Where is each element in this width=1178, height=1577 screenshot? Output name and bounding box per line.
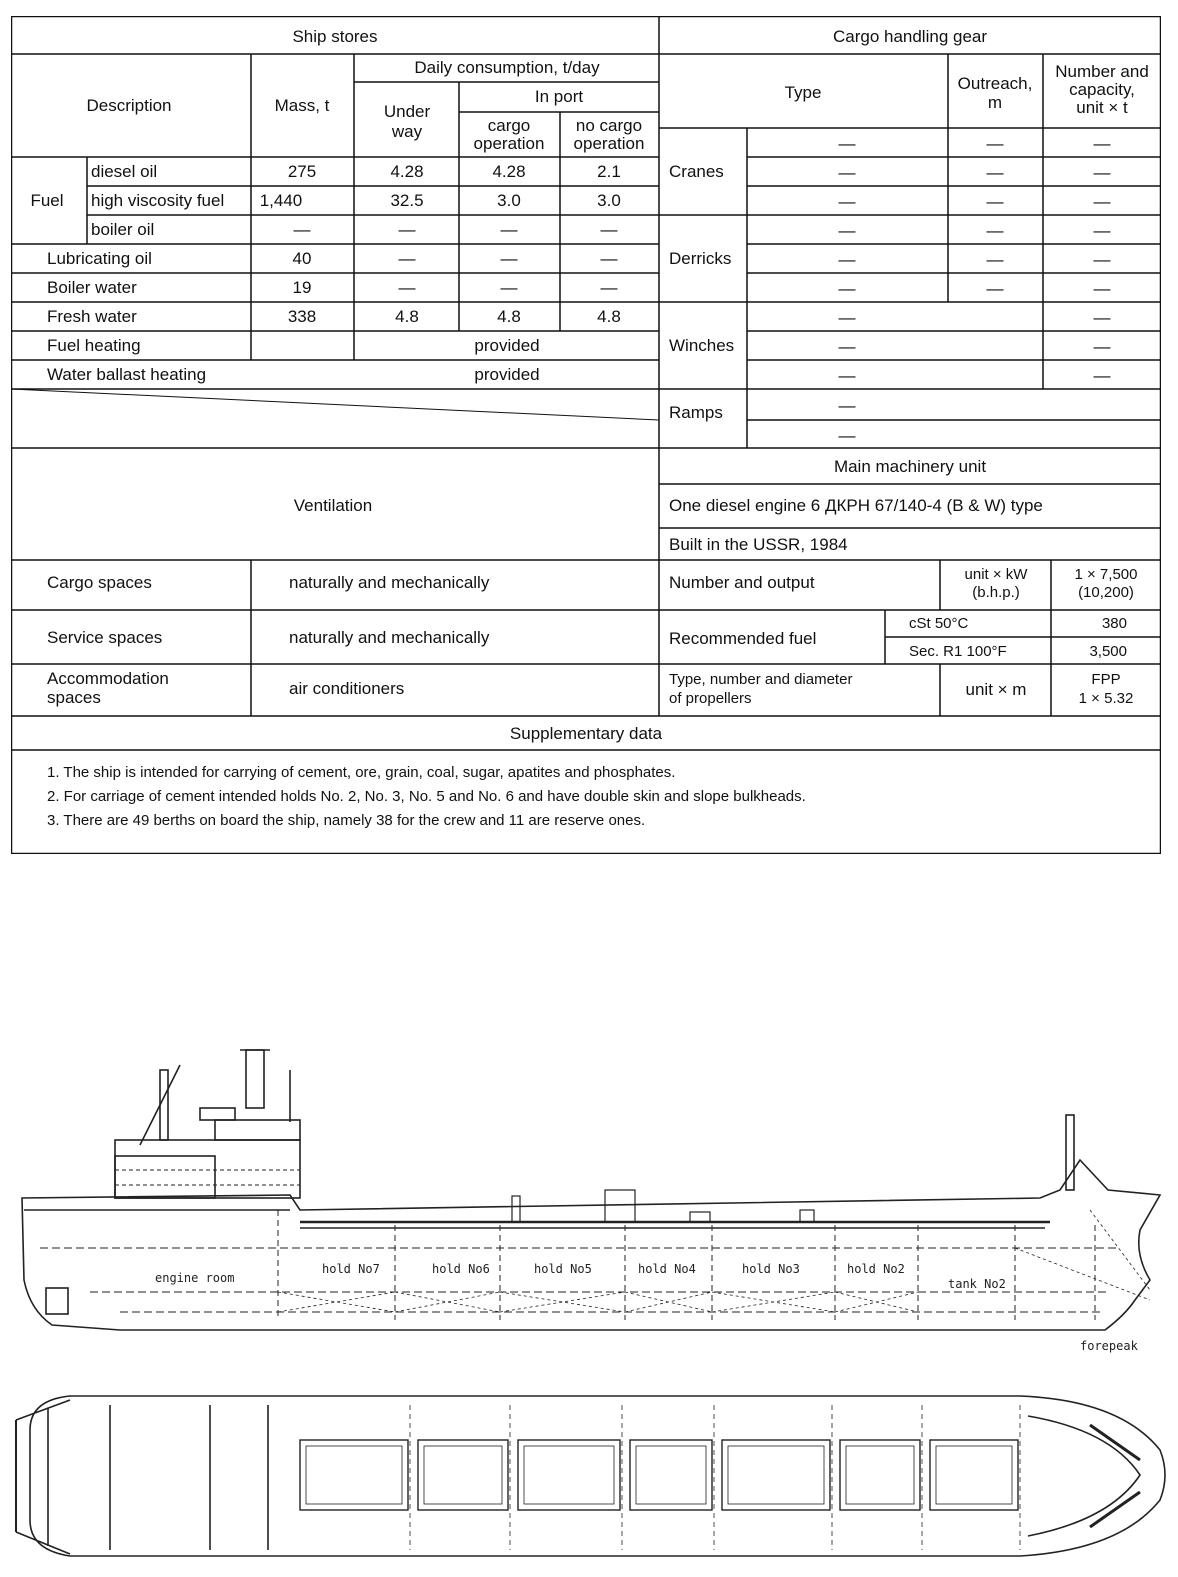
col-capacity-3: unit × t <box>1076 98 1128 117</box>
winches-label: Winches <box>669 336 735 355</box>
fuel-label: Fuel <box>30 191 64 210</box>
vent-space: spaces <box>47 688 101 707</box>
cargo-gear-title: Cargo handling gear <box>832 27 988 46</box>
derricks-label: Derricks <box>669 249 732 268</box>
fuel-heating-value: provided <box>474 336 540 355</box>
tank-label: tank No2 <box>948 1277 1006 1291</box>
ventilation-title: Ventilation <box>293 496 373 515</box>
svg-text:—: — <box>1093 163 1111 182</box>
hold-label: hold No4 <box>638 1262 696 1276</box>
unit-m: unit × m <box>965 680 1027 699</box>
hold-label: hold No6 <box>432 1262 490 1276</box>
output-value-1: 1 × 7,500 <box>1074 566 1138 583</box>
stores-row <box>47 307 621 326</box>
ballast-heating-label: Water ballast heating <box>47 365 207 384</box>
hold-label: hold No7 <box>322 1262 380 1276</box>
row-desc: boiler oil <box>91 220 155 239</box>
row-cargo: — <box>500 278 518 297</box>
svg-text:—: — <box>1093 221 1111 240</box>
row-nocargo: — <box>600 249 618 268</box>
row-nocargo: 2.1 <box>597 162 621 181</box>
svg-text:—: — <box>1093 134 1111 153</box>
row-nocargo: — <box>600 220 618 239</box>
svg-text:—: — <box>838 250 856 269</box>
unit-kw-2: (b.h.p.) <box>972 584 1020 601</box>
row-cargo: 4.28 <box>492 162 526 181</box>
svg-text:—: — <box>986 134 1004 153</box>
engine-room-label: engine room <box>155 1271 235 1285</box>
row-nocargo: — <box>600 278 618 297</box>
svg-text:—: — <box>1093 337 1111 356</box>
cst-value: 380 <box>1101 615 1127 632</box>
svg-text:—: — <box>838 163 856 182</box>
col-outreach-1: Outreach, <box>957 74 1033 93</box>
svg-text:—: — <box>838 279 856 298</box>
row-underway: 4.8 <box>395 307 419 326</box>
col-type: Type <box>784 83 822 102</box>
row-underway: — <box>398 278 416 297</box>
vent-space: Service spaces <box>47 628 163 647</box>
output-value-2: (10,200) <box>1078 584 1134 601</box>
number-output-label: Number and output <box>669 573 815 592</box>
row-mass: 338 <box>287 307 317 326</box>
svg-text:—: — <box>1093 366 1111 385</box>
row-desc: diesel oil <box>91 162 158 181</box>
col-nocargo-op-2: operation <box>573 134 645 153</box>
svg-text:—: — <box>838 192 856 211</box>
row-cargo: — <box>500 249 518 268</box>
hold-label: hold No5 <box>534 1262 592 1276</box>
built-text: Built in the USSR, 1984 <box>669 535 848 554</box>
ship-plan <box>16 1396 1165 1556</box>
hold-label: hold No3 <box>742 1262 800 1276</box>
sec-label: Sec. R1 100°F <box>909 643 1007 660</box>
svg-text:—: — <box>1093 250 1111 269</box>
col-underway-1: Under <box>383 102 431 121</box>
row-underway: 32.5 <box>390 191 424 210</box>
note-3: 3. There are 49 berths on board the ship, namely 38 for the crew and 11 are reserve ones. <box>47 812 646 829</box>
vent-space: Accommodation <box>47 669 169 688</box>
svg-text:—: — <box>1093 192 1111 211</box>
svg-text:—: — <box>838 426 856 445</box>
stores-row <box>91 162 621 181</box>
svg-text:—: — <box>838 221 856 240</box>
col-nocargo-op-1: no cargo <box>575 116 643 135</box>
specification-table <box>11 16 1161 854</box>
col-cargo-op-1: cargo <box>487 116 531 135</box>
cranes-label: Cranes <box>669 162 724 181</box>
row-mass: 1,440 <box>259 191 303 210</box>
unit-kw-1: unit × kW <box>964 566 1028 583</box>
row-desc: Fresh water <box>47 307 137 326</box>
row-nocargo: 3.0 <box>597 191 621 210</box>
col-outreach-2: m <box>987 93 1003 112</box>
ship-drawings <box>0 860 1178 1572</box>
recommended-fuel-label: Recommended fuel <box>669 629 817 648</box>
row-cargo: — <box>500 220 518 239</box>
col-capacity-1: Number and <box>1055 62 1149 81</box>
propeller-value-2: 1 × 5.32 <box>1078 690 1134 707</box>
row-cargo: 4.8 <box>497 307 521 326</box>
ballast-heating-value: provided <box>474 365 540 384</box>
col-capacity-2: capacity, <box>1069 80 1135 99</box>
row-underway: 4.28 <box>390 162 424 181</box>
row-desc: Lubricating oil <box>47 249 152 268</box>
col-description: Description <box>86 96 172 115</box>
engine-text: One diesel engine 6 ДКРН 67/140-4 (B & W) type <box>669 496 1043 515</box>
note-1: 1. The ship is intended for carrying of cement, ore, grain, coal, sugar, apatites and phosphates. <box>47 764 676 781</box>
stores-row <box>47 278 618 297</box>
row-mass: 40 <box>292 249 312 268</box>
vent-value: naturally and mechanically <box>289 573 490 592</box>
hold-label: hold No2 <box>847 1262 905 1276</box>
fuel-heating-label: Fuel heating <box>47 336 141 355</box>
row-mass: — <box>293 220 311 239</box>
ship-stores-title: Ship stores <box>292 27 378 46</box>
svg-text:—: — <box>838 366 856 385</box>
svg-text:—: — <box>1093 279 1111 298</box>
propeller-value-1: FPP <box>1091 671 1121 688</box>
svg-text:—: — <box>838 396 856 415</box>
row-cargo: 3.0 <box>497 191 521 210</box>
col-mass: Mass, t <box>274 96 330 115</box>
svg-text:—: — <box>986 279 1004 298</box>
svg-text:—: — <box>838 308 856 327</box>
sec-value: 3,500 <box>1089 643 1127 660</box>
stores-row <box>47 249 618 268</box>
svg-text:—: — <box>838 134 856 153</box>
col-in-port: In port <box>534 87 584 106</box>
svg-text:—: — <box>986 192 1004 211</box>
machinery-title: Main machinery unit <box>833 457 987 476</box>
svg-text:—: — <box>986 163 1004 182</box>
row-desc: high viscosity fuel <box>91 191 225 210</box>
svg-text:—: — <box>838 337 856 356</box>
stores-row <box>91 191 621 210</box>
gear-dashes <box>839 134 1111 445</box>
vent-value: naturally and mechanically <box>289 628 490 647</box>
col-daily-consumption: Daily consumption, t/day <box>414 58 600 77</box>
row-underway: — <box>398 249 416 268</box>
svg-text:—: — <box>986 221 1004 240</box>
ramps-label: Ramps <box>669 403 723 422</box>
svg-text:—: — <box>986 250 1004 269</box>
col-underway-2: way <box>391 122 423 141</box>
row-desc: Boiler water <box>47 278 137 297</box>
row-underway: — <box>398 220 416 239</box>
svg-text:—: — <box>1093 308 1111 327</box>
vent-space: Cargo spaces <box>47 573 152 592</box>
col-cargo-op-2: operation <box>473 134 545 153</box>
propellers-label-1: Type, number and diameter <box>669 671 853 688</box>
row-nocargo: 4.8 <box>597 307 621 326</box>
row-mass: 275 <box>287 162 317 181</box>
forepeak-label: forepeak <box>1080 1339 1138 1353</box>
note-2: 2. For carriage of cement intended holds No. 2, No. 3, No. 5 and No. 6 and have double skin and slope bulkheads. <box>47 788 806 805</box>
supplementary-title: Supplementary data <box>509 724 663 743</box>
cst-label: cSt 50°C <box>909 615 969 632</box>
propellers-label-2: of propellers <box>669 690 752 707</box>
row-mass: 19 <box>292 278 312 297</box>
vent-value: air conditioners <box>289 679 405 698</box>
